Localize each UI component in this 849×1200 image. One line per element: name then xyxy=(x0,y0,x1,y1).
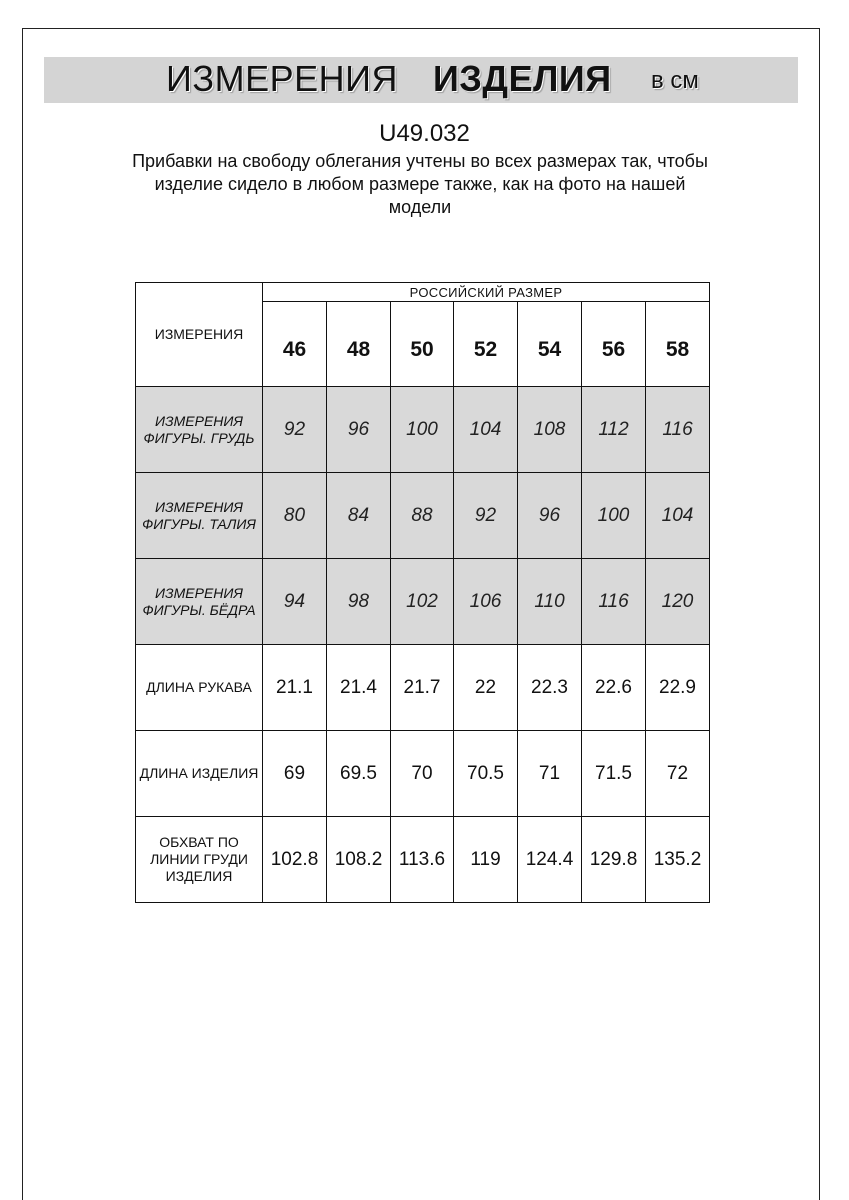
table-cell: 70 xyxy=(391,731,454,817)
size-cell: 52 xyxy=(454,302,518,387)
row-label: ОБХВАТ ПО ЛИНИИ ГРУДИ ИЗДЕЛИЯ xyxy=(136,817,263,903)
table-cell: 21.7 xyxy=(391,645,454,731)
fit-note: Прибавки на свободу облегания учтены во всех размерах так, чтобы изделие сидело в любом размере также, как на фото на нашей модели xyxy=(132,151,708,217)
size-group-header: РОССИЙСКИЙ РАЗМЕР xyxy=(263,283,710,302)
table-cell: 116 xyxy=(646,387,710,473)
table-row-chest xyxy=(136,387,710,473)
table-cell: 94 xyxy=(263,559,327,645)
table-cell: 96 xyxy=(327,387,391,473)
table-cell: 72 xyxy=(646,731,710,817)
table-cell: 69 xyxy=(263,731,327,817)
table-cell: 96 xyxy=(518,473,582,559)
table-header-row xyxy=(136,283,710,302)
table-cell: 22.3 xyxy=(518,645,582,731)
product-code: U49.032 xyxy=(379,120,470,147)
table-cell: 104 xyxy=(646,473,710,559)
table-cell: 70.5 xyxy=(454,731,518,817)
table-cell: 112 xyxy=(582,387,646,473)
table-cell: 92 xyxy=(454,473,518,559)
table-cell: 92 xyxy=(263,387,327,473)
size-cell: 46 xyxy=(263,302,327,387)
table-row-sleeve-length xyxy=(136,645,710,731)
table-cell: 102.8 xyxy=(263,817,327,903)
table-cell: 22.6 xyxy=(582,645,646,731)
size-cell: 48 xyxy=(327,302,391,387)
table-cell: 84 xyxy=(327,473,391,559)
table-cell: 104 xyxy=(454,387,518,473)
header-unit: в см xyxy=(651,67,699,94)
table-cell: 100 xyxy=(391,387,454,473)
table-cell: 21.4 xyxy=(327,645,391,731)
size-cell: 56 xyxy=(582,302,646,387)
table-cell: 116 xyxy=(582,559,646,645)
table-row-chest-girth xyxy=(136,817,710,903)
table-cell: 108.2 xyxy=(327,817,391,903)
row-label: ДЛИНА РУКАВА xyxy=(136,645,263,731)
table-cell: 22 xyxy=(454,645,518,731)
size-cell: 58 xyxy=(646,302,710,387)
table-cell: 69.5 xyxy=(327,731,391,817)
table-row-hips xyxy=(136,559,710,645)
size-cell: 50 xyxy=(391,302,454,387)
table-cell: 22.9 xyxy=(646,645,710,731)
table-cell: 80 xyxy=(263,473,327,559)
table-cell: 135.2 xyxy=(646,817,710,903)
table-row-garment-length xyxy=(136,731,710,817)
table-cell: 102 xyxy=(391,559,454,645)
row-label: ДЛИНА ИЗДЕЛИЯ xyxy=(136,731,263,817)
table-cell: 110 xyxy=(518,559,582,645)
header-title-measurements: ИЗМЕРЕНИЯ xyxy=(166,58,399,99)
table-cell: 113.6 xyxy=(391,817,454,903)
table-cell: 98 xyxy=(327,559,391,645)
row-label: ИЗМЕРЕНИЯ ФИГУРЫ. ТАЛИЯ xyxy=(136,473,263,559)
table-cell: 106 xyxy=(454,559,518,645)
header-title-product: ИЗДЕЛИЯ xyxy=(433,58,612,99)
table-cell: 88 xyxy=(391,473,454,559)
row-label: ИЗМЕРЕНИЯ ФИГУРЫ. БЁДРА xyxy=(136,559,263,645)
table-cell: 124.4 xyxy=(518,817,582,903)
table-cell: 108 xyxy=(518,387,582,473)
table-cell: 71.5 xyxy=(582,731,646,817)
table-cell: 100 xyxy=(582,473,646,559)
table-cell: 129.8 xyxy=(582,817,646,903)
row-label: ИЗМЕРЕНИЯ ФИГУРЫ. ГРУДЬ xyxy=(136,387,263,473)
table-cell: 21.1 xyxy=(263,645,327,731)
table-row-waist xyxy=(136,473,710,559)
table-cell: 120 xyxy=(646,559,710,645)
table-cell: 71 xyxy=(518,731,582,817)
table-cell: 119 xyxy=(454,817,518,903)
row-header-cell: ИЗМЕРЕНИЯ xyxy=(136,283,263,387)
size-table xyxy=(135,282,710,903)
size-cell: 54 xyxy=(518,302,582,387)
